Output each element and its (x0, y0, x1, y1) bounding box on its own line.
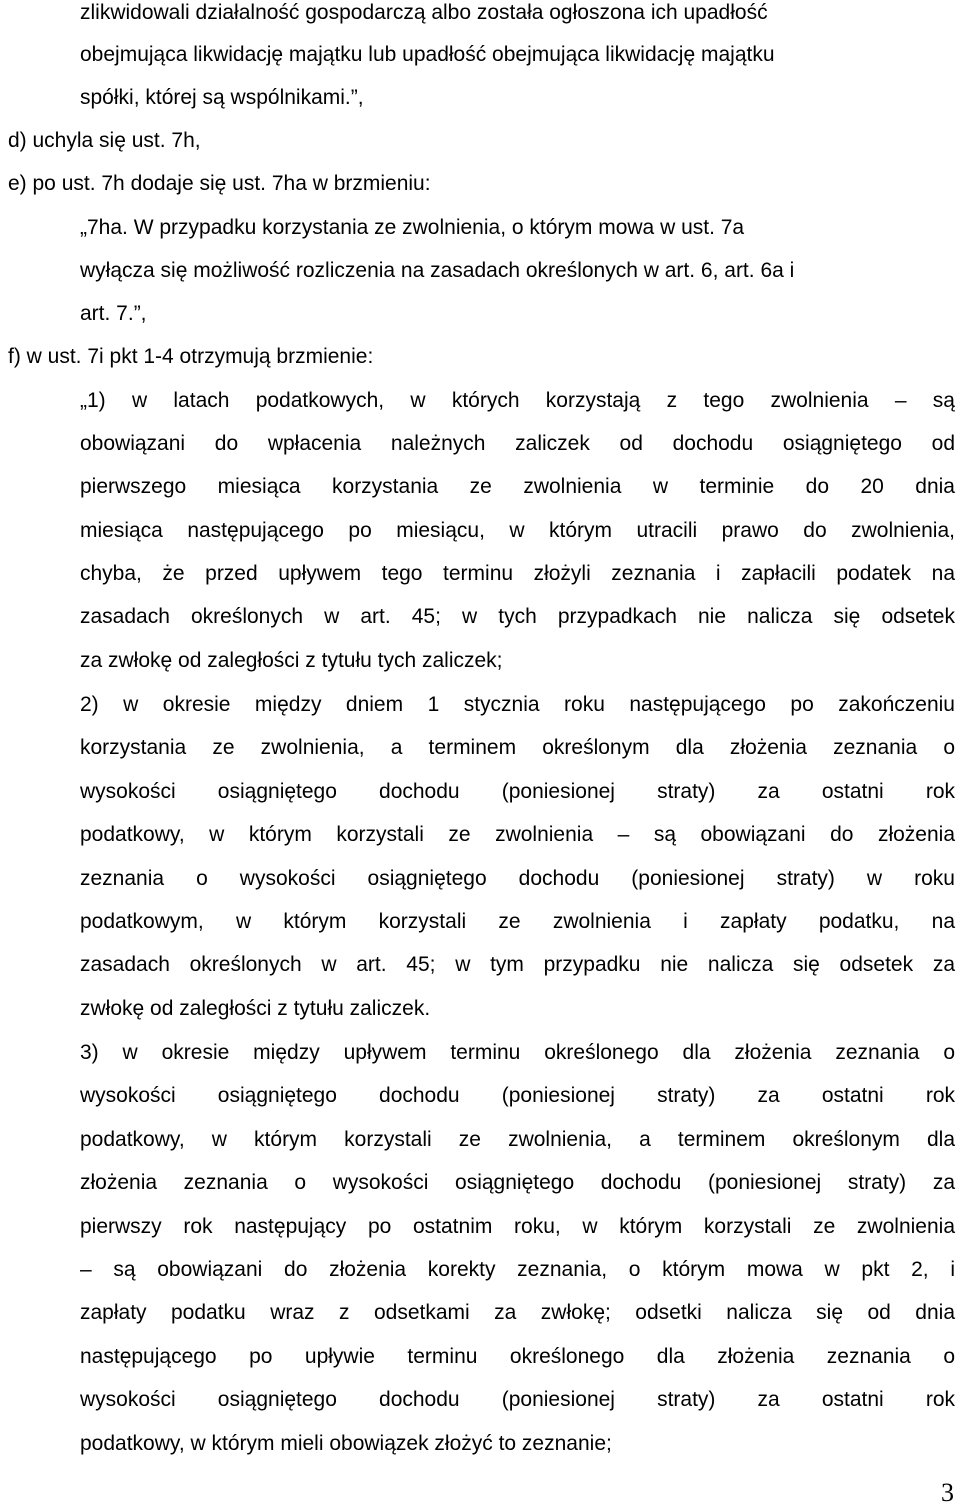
text-line: 3) w okresie między upływem terminu określonego dla złożenia zeznania o (80, 1041, 955, 1064)
text-line: złożenia zeznania o wysokości osiągniętego dochodu (poniesionej straty) za (80, 1171, 955, 1194)
text-line: f) w ust. 7i pkt 1-4 otrzymują brzmienie: (8, 345, 374, 368)
text-line: za zwłokę od zaległości z tytułu tych zaliczek; (80, 649, 503, 672)
text-line: zeznania o wysokości osiągniętego dochodu (poniesionej straty) w roku (80, 867, 955, 890)
text-line: „1) w latach podatkowych, w których korzystają z tego zwolnienia – są (80, 389, 955, 412)
text-line: chyba, że przed upływem tego terminu złożyli zeznania i zapłacili podatek na (80, 562, 955, 585)
text-line: wysokości osiągniętego dochodu (poniesionej straty) za ostatni rok (80, 1388, 955, 1411)
text-line: pierwszy rok następujący po ostatnim roku, w którym korzystali ze zwolnienia (80, 1215, 955, 1238)
text-line: obowiązani do wpłacenia należnych zaliczek od dochodu osiągniętego od (80, 432, 955, 455)
text-line: zasadach określonych w art. 45; w tych przypadkach nie nalicza się odsetek (80, 605, 955, 628)
text-line: podatkowy, w którym korzystali ze zwolnienia – są obowiązani do złożenia (80, 823, 955, 846)
text-line: miesiąca następującego po miesiącu, w którym utracili prawo do zwolnienia, (80, 519, 955, 542)
text-line: pierwszego miesiąca korzystania ze zwolnienia w terminie do 20 dnia (80, 475, 955, 498)
text-line: art. 7.”, (80, 302, 147, 325)
text-line: spółki, której są wspólnikami.”, (80, 86, 364, 109)
text-line: – są obowiązani do złożenia korekty zeznania, o którym mowa w pkt 2, i (80, 1258, 955, 1281)
page-number: 3 (941, 1478, 954, 1507)
text-line: podatkowy, w którym mieli obowiązek złożyć to zeznanie; (80, 1432, 612, 1455)
text-line: zlikwidowali działalność gospodarczą albo została ogłoszona ich upadłość (80, 1, 768, 24)
text-line: zasadach określonych w art. 45; w tym przypadku nie nalicza się odsetek za (80, 953, 955, 976)
text-line: wysokości osiągniętego dochodu (poniesionej straty) za ostatni rok (80, 780, 955, 803)
text-line: zapłaty podatku wraz z odsetkami za zwłokę; odsetki nalicza się od dnia (80, 1301, 955, 1324)
text-line: korzystania ze zwolnienia, a terminem określonym dla złożenia zeznania o (80, 736, 955, 759)
text-line: wyłącza się możliwość rozliczenia na zasadach określonych w art. 6, art. 6a i (80, 259, 795, 282)
text-line: podatkowym, w którym korzystali ze zwolnienia i zapłaty podatku, na (80, 910, 955, 933)
text-line: zwłokę od zaległości z tytułu zaliczek. (80, 997, 431, 1020)
text-line: następującego po upływie terminu określonego dla złożenia zeznania o (80, 1345, 955, 1368)
text-line: „7ha. W przypadku korzystania ze zwolnienia, o którym mowa w ust. 7a (80, 216, 745, 239)
text-line: e) po ust. 7h dodaje się ust. 7ha w brzmieniu: (8, 172, 431, 195)
text-line: wysokości osiągniętego dochodu (poniesionej straty) za ostatni rok (80, 1084, 955, 1107)
text-line: d) uchyla się ust. 7h, (8, 129, 201, 152)
text-line: 2) w okresie między dniem 1 stycznia roku następującego po zakończeniu (80, 693, 955, 716)
text-line: podatkowy, w którym korzystali ze zwolnienia, a terminem określonym dla (80, 1128, 955, 1151)
text-line: obejmująca likwidację majątku lub upadłość obejmująca likwidację majątku (80, 43, 775, 66)
